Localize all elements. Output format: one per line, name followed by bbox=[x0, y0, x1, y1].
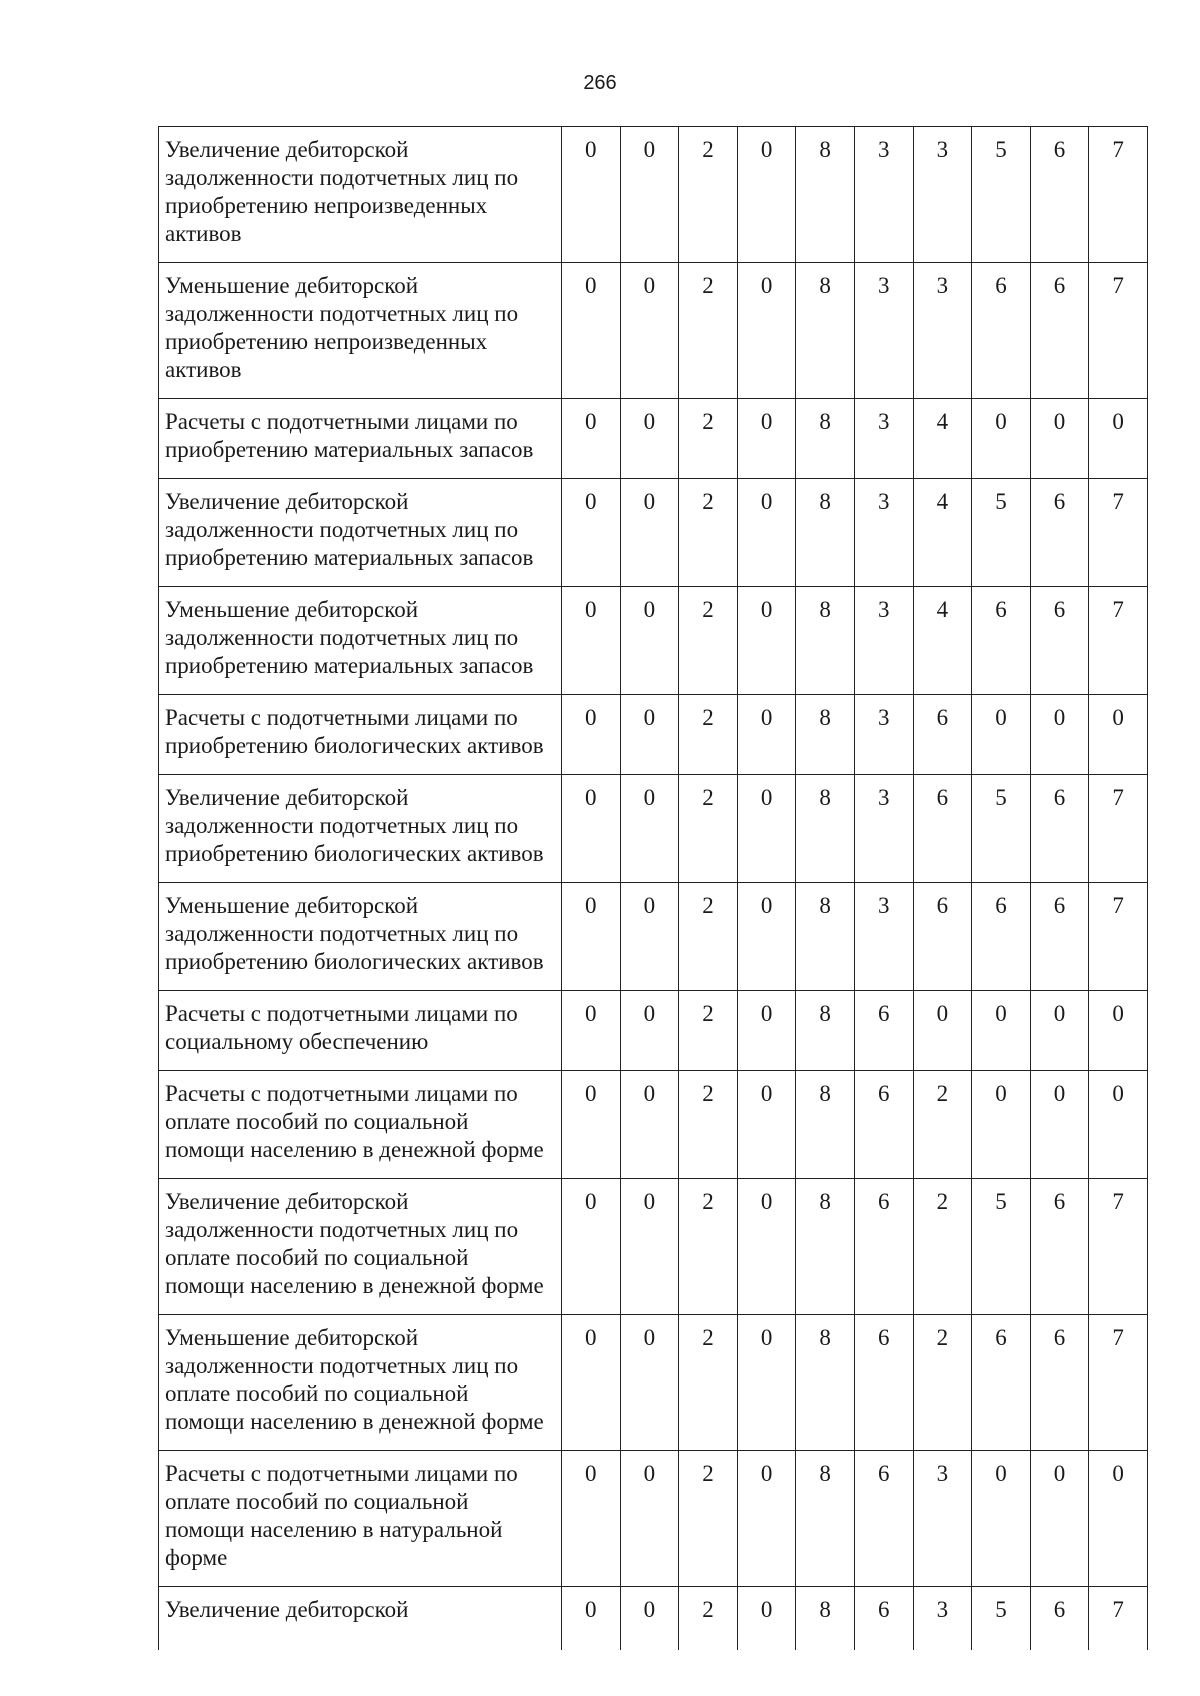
code-digit-cell: 5 bbox=[972, 775, 1031, 883]
code-digit-cell: 7 bbox=[1089, 479, 1148, 587]
description-line: Расчеты с подотчетными лицами по bbox=[165, 1001, 518, 1026]
code-digit-cell: 8 bbox=[796, 1071, 855, 1179]
table-row bbox=[159, 1071, 1148, 1179]
code-digit-cell: 6 bbox=[854, 1179, 913, 1315]
code-digit-cell: 6 bbox=[972, 883, 1031, 991]
code-digit-cell: 0 bbox=[972, 1071, 1031, 1179]
code-digit-cell: 6 bbox=[972, 587, 1031, 695]
code-digit-cell: 0 bbox=[972, 695, 1031, 775]
code-digit-cell: 2 bbox=[679, 1179, 738, 1315]
code-digit-cell: 5 bbox=[972, 479, 1031, 587]
code-digit-cell: 2 bbox=[679, 991, 738, 1071]
code-digit-cell: 6 bbox=[1030, 587, 1089, 695]
code-digit-cell: 8 bbox=[796, 695, 855, 775]
code-digit-cell: 4 bbox=[913, 479, 972, 587]
description-line: Уменьшение дебиторской bbox=[165, 597, 419, 622]
code-digit-cell: 0 bbox=[620, 127, 679, 263]
description-line: Уменьшение дебиторской bbox=[165, 1325, 419, 1350]
code-digit-cell: 3 bbox=[854, 883, 913, 991]
description-line: приобретению материальных запасов bbox=[165, 545, 534, 570]
code-digit-cell: 2 bbox=[679, 399, 738, 479]
code-digit-cell: 2 bbox=[679, 1587, 738, 1651]
code-digit-cell: 0 bbox=[562, 127, 621, 263]
code-digit-cell: 8 bbox=[796, 883, 855, 991]
description-line: Увеличение дебиторской bbox=[165, 137, 409, 162]
description-line: приобретению биологических активов bbox=[165, 841, 544, 866]
code-digit-cell: 8 bbox=[796, 263, 855, 399]
account-description-cell bbox=[159, 479, 562, 587]
code-digit-cell: 0 bbox=[620, 479, 679, 587]
code-digit-cell: 5 bbox=[972, 127, 1031, 263]
code-digit-cell: 0 bbox=[737, 399, 796, 479]
table-row bbox=[159, 1315, 1148, 1451]
code-digit-cell: 0 bbox=[562, 587, 621, 695]
code-digit-cell: 6 bbox=[913, 883, 972, 991]
code-digit-cell: 2 bbox=[679, 479, 738, 587]
description-line: Уменьшение дебиторской bbox=[165, 273, 419, 298]
table-row bbox=[159, 775, 1148, 883]
code-digit-cell: 0 bbox=[620, 1179, 679, 1315]
code-digit-cell: 0 bbox=[737, 695, 796, 775]
code-digit-cell: 0 bbox=[562, 991, 621, 1071]
account-description-cell bbox=[159, 127, 562, 263]
code-digit-cell: 0 bbox=[620, 1071, 679, 1179]
description-line: задолженности подотчетных лиц по bbox=[165, 1217, 519, 1242]
description-line: задолженности подотчетных лиц по bbox=[165, 1353, 519, 1378]
code-digit-cell: 2 bbox=[679, 1071, 738, 1179]
code-digit-cell: 0 bbox=[737, 991, 796, 1071]
code-digit-cell: 5 bbox=[972, 1587, 1031, 1651]
accounts-table-container bbox=[158, 126, 1148, 1650]
code-digit-cell: 0 bbox=[1030, 991, 1089, 1071]
description-line: оплате пособий по социальной bbox=[165, 1381, 469, 1406]
code-digit-cell: 0 bbox=[1030, 1451, 1089, 1587]
code-digit-cell: 0 bbox=[1089, 695, 1148, 775]
description-line: Расчеты с подотчетными лицами по bbox=[165, 1081, 518, 1106]
table-row bbox=[159, 479, 1148, 587]
code-digit-cell: 7 bbox=[1089, 263, 1148, 399]
description-line: задолженности подотчетных лиц по bbox=[165, 517, 519, 542]
code-digit-cell: 7 bbox=[1089, 775, 1148, 883]
code-digit-cell: 0 bbox=[562, 883, 621, 991]
table-row bbox=[159, 695, 1148, 775]
account-description-cell bbox=[159, 695, 562, 775]
code-digit-cell: 7 bbox=[1089, 1315, 1148, 1451]
code-digit-cell: 8 bbox=[796, 775, 855, 883]
code-digit-cell: 0 bbox=[620, 399, 679, 479]
code-digit-cell: 0 bbox=[620, 695, 679, 775]
code-digit-cell: 4 bbox=[913, 587, 972, 695]
table-row bbox=[159, 1179, 1148, 1315]
table-row bbox=[159, 991, 1148, 1071]
description-line: задолженности подотчетных лиц по bbox=[165, 813, 519, 838]
code-digit-cell: 0 bbox=[737, 883, 796, 991]
code-digit-cell: 3 bbox=[913, 1587, 972, 1651]
code-digit-cell: 0 bbox=[620, 1587, 679, 1651]
code-digit-cell: 0 bbox=[1089, 1071, 1148, 1179]
description-line: оплате пособий по социальной bbox=[165, 1109, 469, 1134]
code-digit-cell: 0 bbox=[562, 1587, 621, 1651]
code-digit-cell: 0 bbox=[737, 263, 796, 399]
code-digit-cell: 0 bbox=[737, 479, 796, 587]
code-digit-cell: 8 bbox=[796, 587, 855, 695]
code-digit-cell: 6 bbox=[854, 1315, 913, 1451]
code-digit-cell: 0 bbox=[1030, 695, 1089, 775]
code-digit-cell: 2 bbox=[679, 695, 738, 775]
account-description-cell bbox=[159, 1315, 562, 1451]
code-digit-cell: 0 bbox=[737, 1071, 796, 1179]
code-digit-cell: 6 bbox=[1030, 1315, 1089, 1451]
description-line: Увеличение дебиторской bbox=[165, 1597, 409, 1622]
account-description-cell bbox=[159, 399, 562, 479]
code-digit-cell: 3 bbox=[854, 775, 913, 883]
code-digit-cell: 3 bbox=[854, 399, 913, 479]
code-digit-cell: 2 bbox=[679, 263, 738, 399]
code-digit-cell: 2 bbox=[679, 883, 738, 991]
code-digit-cell: 3 bbox=[854, 263, 913, 399]
code-digit-cell: 0 bbox=[972, 1451, 1031, 1587]
code-digit-cell: 6 bbox=[1030, 883, 1089, 991]
code-digit-cell: 7 bbox=[1089, 127, 1148, 263]
account-description-cell bbox=[159, 1071, 562, 1179]
code-digit-cell: 0 bbox=[1030, 399, 1089, 479]
description-line: помощи населению в денежной форме bbox=[165, 1409, 544, 1434]
code-digit-cell: 3 bbox=[913, 1451, 972, 1587]
code-digit-cell: 3 bbox=[854, 479, 913, 587]
code-digit-cell: 8 bbox=[796, 1587, 855, 1651]
account-description-cell bbox=[159, 1451, 562, 1587]
code-digit-cell: 7 bbox=[1089, 587, 1148, 695]
code-digit-cell: 0 bbox=[620, 991, 679, 1071]
page-number: 266 bbox=[583, 72, 617, 94]
account-description-cell bbox=[159, 263, 562, 399]
code-digit-cell: 0 bbox=[562, 1315, 621, 1451]
table-row bbox=[159, 587, 1148, 695]
code-digit-cell: 0 bbox=[620, 1315, 679, 1451]
code-digit-cell: 6 bbox=[972, 263, 1031, 399]
description-line: оплате пособий по социальной bbox=[165, 1245, 469, 1270]
code-digit-cell: 0 bbox=[972, 399, 1031, 479]
table-row bbox=[159, 1451, 1148, 1587]
account-description-cell bbox=[159, 587, 562, 695]
description-line: Расчеты с подотчетными лицами по bbox=[165, 1461, 518, 1486]
code-digit-cell: 7 bbox=[1089, 1179, 1148, 1315]
account-description-cell bbox=[159, 775, 562, 883]
code-digit-cell: 2 bbox=[913, 1315, 972, 1451]
table-row bbox=[159, 1587, 1148, 1651]
code-digit-cell: 0 bbox=[562, 1179, 621, 1315]
description-line: Увеличение дебиторской bbox=[165, 1189, 409, 1214]
code-digit-cell: 0 bbox=[1089, 991, 1148, 1071]
code-digit-cell: 2 bbox=[679, 775, 738, 883]
code-digit-cell: 0 bbox=[562, 775, 621, 883]
code-digit-cell: 0 bbox=[620, 587, 679, 695]
code-digit-cell: 0 bbox=[562, 1071, 621, 1179]
code-digit-cell: 6 bbox=[1030, 127, 1089, 263]
description-line: помощи населению в денежной форме bbox=[165, 1137, 544, 1162]
code-digit-cell: 8 bbox=[796, 479, 855, 587]
code-digit-cell: 0 bbox=[562, 1451, 621, 1587]
accounts-table-body bbox=[159, 127, 1148, 1651]
description-line: Уменьшение дебиторской bbox=[165, 893, 419, 918]
code-digit-cell: 6 bbox=[1030, 479, 1089, 587]
description-line: приобретению непроизведенных bbox=[165, 329, 488, 354]
code-digit-cell: 0 bbox=[562, 399, 621, 479]
code-digit-cell: 6 bbox=[854, 1587, 913, 1651]
code-digit-cell: 6 bbox=[854, 1071, 913, 1179]
description-line: приобретению материальных запасов bbox=[165, 653, 534, 678]
code-digit-cell: 3 bbox=[913, 127, 972, 263]
code-digit-cell: 2 bbox=[679, 1315, 738, 1451]
table-row bbox=[159, 883, 1148, 991]
account-description-cell bbox=[159, 883, 562, 991]
code-digit-cell: 6 bbox=[972, 1315, 1031, 1451]
description-line: помощи населению в натуральной bbox=[165, 1517, 503, 1542]
description-line: Расчеты с подотчетными лицами по bbox=[165, 409, 518, 434]
code-digit-cell: 0 bbox=[620, 263, 679, 399]
code-digit-cell: 6 bbox=[913, 775, 972, 883]
code-digit-cell: 0 bbox=[620, 883, 679, 991]
description-line: приобретению биологических активов bbox=[165, 949, 544, 974]
description-line: задолженности подотчетных лиц по bbox=[165, 301, 519, 326]
code-digit-cell: 0 bbox=[972, 991, 1031, 1071]
description-line: приобретению непроизведенных bbox=[165, 193, 488, 218]
code-digit-cell: 0 bbox=[562, 479, 621, 587]
description-line: помощи населению в денежной форме bbox=[165, 1273, 544, 1298]
accounts-table bbox=[158, 126, 1148, 1650]
code-digit-cell: 0 bbox=[620, 1451, 679, 1587]
code-digit-cell: 8 bbox=[796, 991, 855, 1071]
description-line: активов bbox=[165, 221, 242, 246]
code-digit-cell: 8 bbox=[796, 127, 855, 263]
code-digit-cell: 3 bbox=[854, 587, 913, 695]
code-digit-cell: 3 bbox=[913, 263, 972, 399]
code-digit-cell: 6 bbox=[854, 991, 913, 1071]
code-digit-cell: 2 bbox=[679, 127, 738, 263]
description-line: Увеличение дебиторской bbox=[165, 489, 409, 514]
code-digit-cell: 8 bbox=[796, 1179, 855, 1315]
description-line: оплате пособий по социальной bbox=[165, 1489, 469, 1514]
code-digit-cell: 0 bbox=[737, 127, 796, 263]
code-digit-cell: 0 bbox=[913, 991, 972, 1071]
account-description-cell bbox=[159, 1587, 562, 1651]
code-digit-cell: 6 bbox=[1030, 1587, 1089, 1651]
table-row bbox=[159, 399, 1148, 479]
description-line: приобретению биологических активов bbox=[165, 733, 544, 758]
code-digit-cell: 0 bbox=[737, 1451, 796, 1587]
code-digit-cell: 8 bbox=[796, 1315, 855, 1451]
description-line: социальному обеспечению bbox=[165, 1029, 429, 1054]
description-line: активов bbox=[165, 357, 242, 382]
code-digit-cell: 0 bbox=[737, 1587, 796, 1651]
code-digit-cell: 7 bbox=[1089, 883, 1148, 991]
code-digit-cell: 4 bbox=[913, 399, 972, 479]
code-digit-cell: 3 bbox=[854, 695, 913, 775]
code-digit-cell: 0 bbox=[562, 263, 621, 399]
code-digit-cell: 0 bbox=[737, 1315, 796, 1451]
code-digit-cell: 6 bbox=[1030, 1179, 1089, 1315]
account-description-cell bbox=[159, 991, 562, 1071]
code-digit-cell: 6 bbox=[1030, 775, 1089, 883]
code-digit-cell: 6 bbox=[913, 695, 972, 775]
code-digit-cell: 0 bbox=[1089, 399, 1148, 479]
description-line: форме bbox=[165, 1545, 228, 1570]
table-row bbox=[159, 127, 1148, 263]
table-row bbox=[159, 263, 1148, 399]
description-line: Расчеты с подотчетными лицами по bbox=[165, 705, 518, 730]
code-digit-cell: 2 bbox=[913, 1071, 972, 1179]
code-digit-cell: 6 bbox=[1030, 263, 1089, 399]
code-digit-cell: 7 bbox=[1089, 1587, 1148, 1651]
code-digit-cell: 0 bbox=[1030, 1071, 1089, 1179]
code-digit-cell: 0 bbox=[1089, 1451, 1148, 1587]
description-line: приобретению материальных запасов bbox=[165, 437, 534, 462]
description-line: Увеличение дебиторской bbox=[165, 785, 409, 810]
description-line: задолженности подотчетных лиц по bbox=[165, 625, 519, 650]
code-digit-cell: 2 bbox=[679, 1451, 738, 1587]
code-digit-cell: 0 bbox=[737, 1179, 796, 1315]
description-line: задолженности подотчетных лиц по bbox=[165, 921, 519, 946]
code-digit-cell: 6 bbox=[854, 1451, 913, 1587]
code-digit-cell: 8 bbox=[796, 1451, 855, 1587]
code-digit-cell: 2 bbox=[679, 587, 738, 695]
code-digit-cell: 0 bbox=[737, 775, 796, 883]
code-digit-cell: 2 bbox=[913, 1179, 972, 1315]
code-digit-cell: 0 bbox=[737, 587, 796, 695]
description-line: задолженности подотчетных лиц по bbox=[165, 165, 519, 190]
code-digit-cell: 3 bbox=[854, 127, 913, 263]
code-digit-cell: 8 bbox=[796, 399, 855, 479]
code-digit-cell: 0 bbox=[620, 775, 679, 883]
code-digit-cell: 5 bbox=[972, 1179, 1031, 1315]
code-digit-cell: 0 bbox=[562, 695, 621, 775]
account-description-cell bbox=[159, 1179, 562, 1315]
